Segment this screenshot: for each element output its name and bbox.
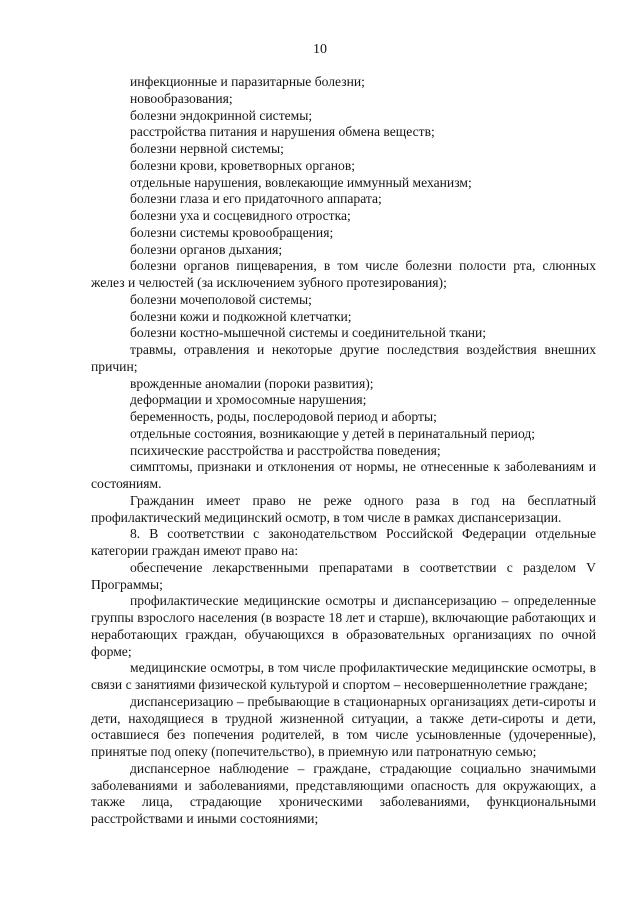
paragraph: обеспечение лекарственными препаратами в соответствии с разделом V Программы;: [91, 559, 596, 592]
paragraph: диспансеризацию – пребывающие в стационарных организациях дети-сироты и дети, находящиеся в трудной жизненной ситуации, а также дети-сироты и дети, оставшиеся без попечения родителей, в том числе усыновленные (удочеренные), принятые под опеку (попечительство), в приемную или патронатную семью;: [91, 693, 596, 759]
paragraph: врожденные аномалии (пороки развития);: [130, 375, 374, 391]
paragraph: болезни кожи и подкожной клетчатки;: [130, 308, 352, 324]
paragraph: отдельные нарушения, вовлекающие иммунный механизм;: [130, 174, 472, 190]
paragraph: расстройства питания и нарушения обмена веществ;: [130, 124, 435, 140]
paragraph: новообразования;: [130, 90, 233, 106]
paragraph: отдельные состояния, возникающие у детей в перинатальный период;: [130, 425, 536, 441]
paragraph: Гражданин имеет право не реже одного раза в год на бесплатный профилактический медицинский осмотр, в том числе в рамках диспансеризации.: [91, 492, 596, 525]
paragraph: болезни мочеполовой системы;: [130, 291, 312, 307]
paragraph: болезни органов пищеварения, в том числе болезни полости рта, слюнных желез и челюстей (за исключением зубного протезирования);: [91, 258, 596, 290]
paragraph: болезни крови, кроветворных органов;: [130, 157, 356, 173]
page-number: 10: [313, 42, 327, 57]
paragraph: диспансерное наблюдение – граждане, страдающие социально значимыми заболеваниями и заболеваниями, представляющими опасность для окружающих, а также лица, страдающие хроническими заболеваниями, функциональными расстройствами и иными состояниями;: [91, 760, 596, 826]
paragraph: болезни глаза и его придаточного аппарата;: [130, 191, 382, 207]
paragraph: травмы, отравления и некоторые другие последствия воздействия внешних причин;: [91, 342, 596, 374]
paragraph: 8. В соответствии с законодательством Российской Федерации отдельные категории граждан имеют право на:: [91, 526, 596, 558]
paragraph: психические расстройства и расстройства поведения;: [130, 442, 441, 458]
body-text: [91, 74, 596, 828]
paragraph: симптомы, признаки и отклонения от нормы, не отнесенные к заболеваниям и состояниям.: [91, 459, 596, 491]
paragraph: болезни костно-мышечной системы и соединительной ткани;: [130, 325, 487, 341]
paragraph: болезни системы кровообращения;: [130, 224, 334, 240]
paragraph: профилактические медицинские осмотры и диспансеризацию – определенные группы взрослого населения (в возрасте 18 лет и старше), включающие работающих и неработающих граждан, обучающихся в образовательных организациях по очной форме;: [91, 593, 596, 659]
paragraph: медицинские осмотры, в том числе профилактические медицинские осмотры, в связи с занятиями физической культурой и спортом – несовершеннолетние граждане;: [91, 660, 596, 692]
paragraph: болезни эндокринной системы;: [130, 107, 313, 123]
paragraph: инфекционные и паразитарные болезни;: [130, 74, 365, 89]
paragraph: деформации и хромосомные нарушения;: [130, 392, 367, 408]
paragraph: беременность, роды, послеродовой период и аборты;: [130, 409, 437, 424]
paragraph: болезни органов дыхания;: [130, 241, 283, 257]
paragraph: болезни нервной системы;: [130, 141, 284, 156]
paragraph: болезни уха и сосцевидного отростка;: [130, 208, 351, 223]
